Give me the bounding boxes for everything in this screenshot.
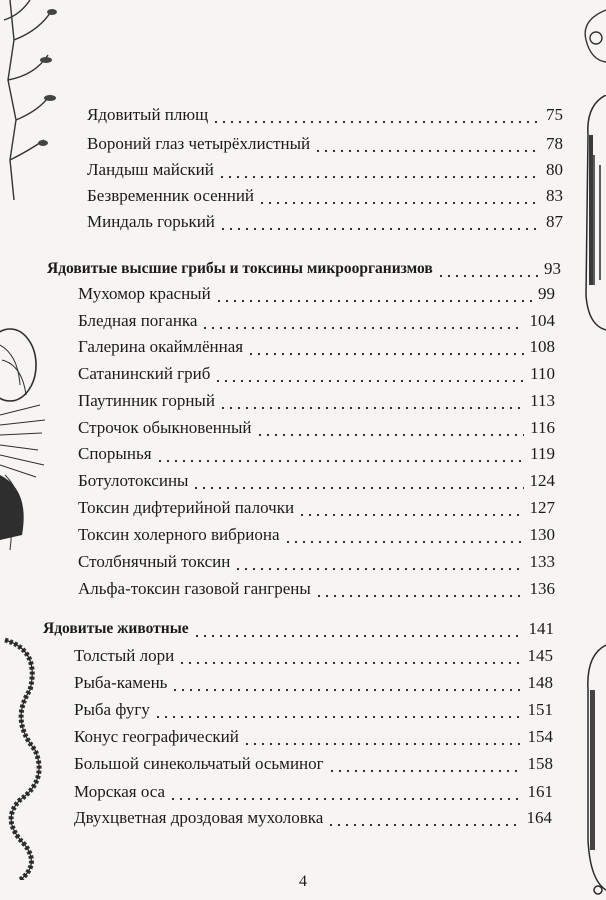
dot-leader bbox=[154, 700, 522, 720]
toc-entry[interactable] bbox=[74, 644, 553, 666]
toc-entry[interactable] bbox=[74, 671, 553, 693]
dot-leader bbox=[327, 808, 520, 828]
toc-entry-title: Токсин дифтерийной палочки bbox=[78, 498, 295, 517]
dot-leader bbox=[437, 259, 538, 279]
toc-entry-title: Морская оса bbox=[74, 782, 166, 801]
toc-entry-title: Столбнячный токсин bbox=[78, 552, 231, 571]
toc-entry[interactable] bbox=[78, 282, 555, 304]
dot-leader bbox=[315, 579, 524, 599]
toc-entry[interactable] bbox=[87, 210, 563, 232]
toc-entry[interactable] bbox=[87, 103, 563, 125]
toc-entry-page: 148 bbox=[527, 673, 553, 692]
toc-entry-page: 136 bbox=[529, 579, 555, 598]
toc-entry[interactable] bbox=[78, 389, 555, 411]
toc-entry-page: 108 bbox=[529, 337, 555, 356]
toc-entry[interactable] bbox=[78, 335, 555, 357]
toc-entry-title: Конус географический bbox=[74, 727, 239, 746]
toc-entry-page: 75 bbox=[546, 105, 563, 124]
toc-section-title: Ядовитые животные bbox=[43, 620, 189, 637]
toc-entry[interactable] bbox=[78, 442, 555, 464]
toc-entry-title: Мухомор красный bbox=[78, 284, 211, 303]
toc-section-page: 141 bbox=[528, 619, 554, 638]
toc-entry-page: 158 bbox=[527, 754, 553, 773]
toc-entry[interactable] bbox=[78, 416, 555, 438]
toc-entry-page: 104 bbox=[529, 311, 555, 330]
dot-leader bbox=[212, 105, 540, 125]
toc-entry-page: 116 bbox=[530, 418, 555, 437]
toc-entry[interactable] bbox=[78, 469, 555, 491]
toc-section[interactable] bbox=[47, 257, 561, 279]
dot-leader bbox=[218, 160, 540, 180]
toc-entry[interactable] bbox=[74, 698, 553, 720]
dot-leader bbox=[219, 212, 540, 232]
toc-entry[interactable] bbox=[87, 184, 563, 206]
toc-entry[interactable] bbox=[74, 752, 553, 774]
dot-leader bbox=[201, 311, 523, 331]
toc-entry-title: Ботулотоксины bbox=[78, 471, 189, 490]
toc-entry-title: Паутинник горный bbox=[78, 391, 215, 410]
toc-entry-title: Сатанинский гриб bbox=[78, 364, 211, 383]
toc-entry-title: Строчок обыкновенный bbox=[78, 418, 252, 437]
toc-entry-page: 151 bbox=[527, 700, 553, 719]
toc-entry[interactable] bbox=[74, 725, 553, 747]
toc-entry-title: Рыба фугу bbox=[74, 700, 150, 719]
dot-leader bbox=[234, 552, 523, 572]
toc-entry-page: 110 bbox=[530, 364, 555, 383]
dot-leader bbox=[214, 364, 524, 384]
toc-entry[interactable] bbox=[74, 780, 553, 802]
toc-entry-page: 80 bbox=[546, 160, 563, 179]
toc-entry-page: 99 bbox=[538, 284, 555, 303]
toc-entry-page: 83 bbox=[546, 186, 563, 205]
toc-entry[interactable] bbox=[87, 132, 563, 154]
dot-leader bbox=[284, 525, 524, 545]
toc-entry-page: 145 bbox=[527, 646, 553, 665]
toc-entry-title: Миндаль горький bbox=[87, 212, 215, 231]
toc-entry[interactable] bbox=[78, 523, 555, 545]
toc-entry-page: 130 bbox=[529, 525, 555, 544]
dot-leader bbox=[314, 134, 540, 154]
toc-entry[interactable] bbox=[78, 496, 555, 518]
toc-entry-title: Ландыш майский bbox=[87, 160, 214, 179]
toc-entry-page: 133 bbox=[529, 552, 555, 571]
toc-entry-page: 78 bbox=[546, 134, 563, 153]
dot-leader bbox=[328, 754, 522, 774]
dot-leader bbox=[193, 619, 523, 639]
dot-leader bbox=[178, 646, 521, 666]
toc-entry-title: Рыба-камень bbox=[74, 673, 168, 692]
toc-entry-page: 127 bbox=[529, 498, 555, 517]
page-number: 4 bbox=[299, 873, 307, 890]
toc-entry-title: Большой синекольчатый осьминог bbox=[74, 754, 324, 773]
toc-entry-title: Двухцветная дроздовая мухоловка bbox=[74, 808, 324, 827]
dot-leader bbox=[256, 418, 525, 438]
toc-entry-title: Спорынья bbox=[78, 444, 152, 463]
toc-entry-title: Ядовитый плющ bbox=[87, 105, 209, 124]
toc-section[interactable] bbox=[43, 617, 554, 639]
toc-section-title: Ядовитые высшие грибы и токсины микроорганизмов bbox=[47, 260, 433, 277]
toc-entry-title: Альфа-токсин газовой гангрены bbox=[78, 579, 311, 598]
dot-leader bbox=[215, 284, 532, 304]
toc-entry[interactable] bbox=[78, 577, 555, 599]
dot-leader bbox=[219, 391, 524, 411]
toc-entry[interactable] bbox=[78, 309, 555, 331]
dot-leader bbox=[156, 444, 525, 464]
toc-section-page: 93 bbox=[544, 259, 561, 278]
toc-entry-page: 87 bbox=[546, 212, 563, 231]
toc-entry-page: 113 bbox=[530, 391, 555, 410]
toc-entry-title: Безвременник осенний bbox=[87, 186, 255, 205]
dot-leader bbox=[192, 471, 523, 491]
toc-entry-page: 124 bbox=[529, 471, 555, 490]
toc-entry[interactable] bbox=[87, 158, 563, 180]
dot-leader bbox=[298, 498, 523, 518]
toc-entry-title: Толстый лори bbox=[74, 646, 175, 665]
dot-leader bbox=[258, 186, 540, 206]
dot-leader bbox=[247, 337, 523, 357]
dot-leader bbox=[243, 727, 522, 747]
dot-leader bbox=[171, 673, 521, 693]
toc-entry-page: 164 bbox=[526, 808, 552, 827]
toc-entry[interactable] bbox=[78, 550, 555, 572]
toc-entry-title: Галерина окаймлённая bbox=[78, 337, 244, 356]
toc-entry-page: 154 bbox=[527, 727, 553, 746]
toc-entry-title: Бледная поганка bbox=[78, 311, 198, 330]
dot-leader bbox=[169, 782, 521, 802]
toc-entry-page: 161 bbox=[527, 782, 553, 801]
toc-entry-page: 119 bbox=[530, 444, 555, 463]
toc-entry[interactable] bbox=[74, 806, 552, 828]
toc-entry[interactable] bbox=[78, 362, 555, 384]
toc-entry-title: Вороний глаз четырёхлистный bbox=[87, 134, 311, 153]
toc-entry-title: Токсин холерного вибриона bbox=[78, 525, 280, 544]
